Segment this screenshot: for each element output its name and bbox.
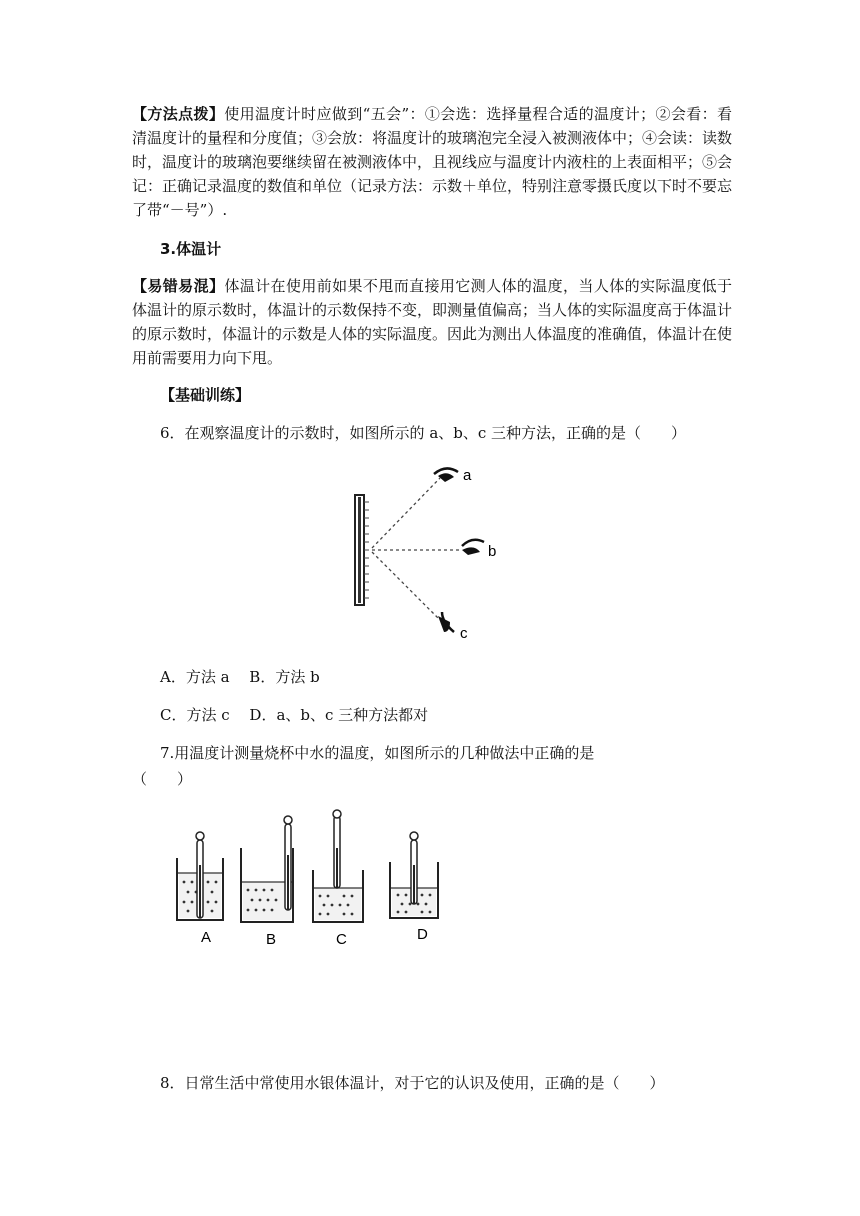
error-tip-text: 体温计在使用前如果不甩而直接用它测人体的温度，当人体的实际温度低于体温计的原示数时，体温计的示数保持不变，即测量值偏高；当人体的实际温度高于体温计的原示数时，体温计的示数是人体的实际温度。因此为测出人体温度的准确值，体温计在使用前需要用力向下甩。 <box>132 277 733 367</box>
section3-heading: 3.体温计 <box>160 240 222 258</box>
eye-a-icon <box>434 468 458 482</box>
q7-figure <box>170 810 460 950</box>
sight-line-a <box>372 478 440 548</box>
sight-line-c <box>372 552 440 620</box>
method-tip-paragraph <box>132 102 732 222</box>
q8-stem: 8．日常生活中常使用水银体温计，对于它的认识及使用，正确的是（ ） <box>160 1074 665 1092</box>
eye-b-icon <box>462 540 484 555</box>
q7-label-b: B <box>266 931 277 948</box>
q6-stem: 6．在观察温度计的示数时，如图所示的 a、b、c 三种方法，正确的是（ ） <box>160 424 687 442</box>
q6-label-c: c <box>460 625 468 642</box>
method-tip-text: 使用温度计时应做到“五会”：①会选：选择量程合适的温度计；②会看：看清温度计的量程和分度值；③会放：将温度计的玻璃泡完全浸入被测液体中；④会读：读数时，温度计的玻璃泡要继续留在被测液体中，且视线应与温度计内液柱的上表面相平；⑤会记：正确记录温度的数值和单位（记录方法：示数＋单位，特别注意零摄氏度以下时不要忘了带“－号”）. <box>132 105 733 219</box>
q6-options-line2: C．方法 c D．a、b、c 三种方法都对 <box>160 706 429 724</box>
q6-options-line1: A．方法 a B．方法 b <box>160 668 320 686</box>
error-tip-paragraph <box>132 274 732 370</box>
method-tip-tag: 【方法点拨】 <box>132 105 225 123</box>
q6-label-a: a <box>463 467 472 484</box>
q6-label-b: b <box>488 543 497 560</box>
q7-label-a: A <box>201 929 212 946</box>
error-tip-tag: 【易错易混】 <box>132 277 225 295</box>
q7-bracket: （ ） <box>132 770 193 788</box>
beaker-c <box>313 810 363 922</box>
q6-figure <box>350 460 510 645</box>
beaker-a <box>177 832 223 920</box>
beaker-d <box>390 832 438 918</box>
basic-training-heading: 【基础训练】 <box>160 386 251 404</box>
q7-stem: 7.用温度计测量烧杯中水的温度，如图所示的几种做法中正确的是 <box>160 744 595 762</box>
q7-label-c: C <box>336 931 347 948</box>
eye-c-icon <box>438 612 454 632</box>
beaker-b <box>241 816 293 922</box>
q7-label-d: D <box>417 926 428 943</box>
